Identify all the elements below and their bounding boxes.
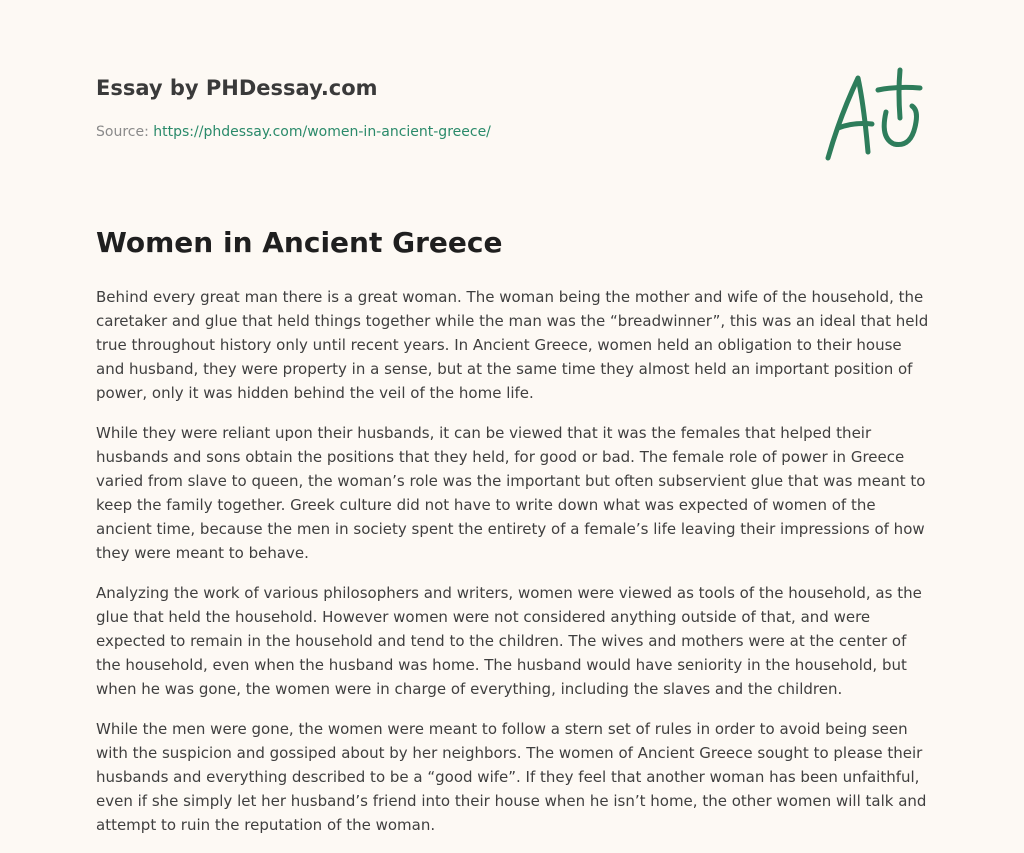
essay-paragraph-3: Analyzing the work of various philosophers and writers, women were viewed as tools of the household, as the glue that held the household. However women were not considered anything outside of that, and were expected to remain in the household and tend to the children. The wives and mothers were at the center of the household, even when the husband was home. The husband would have seniority in the household, but when he was gone, the women were in charge of everything, including the slaves and the children. xyxy=(96,584,922,698)
source-link[interactable]: https://phdessay.com/women-in-ancient-greece/ xyxy=(153,124,491,140)
a-plus-logo-icon xyxy=(820,66,930,166)
essay-paragraph-2: While they were reliant upon their husbands, it can be viewed that it was the females that helped their husbands and sons obtain the positions that they held, for good or bad. The female role of power in Greece varied from slave to queen, the woman’s role was the important but often subservient glue that was meant to keep the family together. Greek culture did not have to write down what was expected of women of the ancient time, because the men in society spent the entirety of a female’s life leaving their impressions of how they were meant to behave. xyxy=(96,424,926,562)
essay-title: Women in Ancient Greece xyxy=(96,226,503,259)
essay-paragraph-1: Behind every great man there is a great woman. The woman being the mother and wife of the household, the caretaker and glue that held things together while the man was the “breadwinner”, this was an ideal that held true throughout history only until recent years. In Ancient Greece, women held an obligation to their house and husband, they were property in a sense, but at the same time they almost held an important position of power, only it was hidden behind the veil of the home life. xyxy=(96,288,929,402)
source-label: Source: xyxy=(96,124,154,140)
source-line xyxy=(96,124,491,140)
essay-body xyxy=(96,285,932,853)
essay-paragraph-4: While the men were gone, the women were meant to follow a stern set of rules in order to avoid being seen with the suspicion and gossiped about by her neighbors. The women of Ancient Greece sought to please their husbands and everything described to be a “good wife”. If they feel that another woman has been unfaithful, even if she simply let her husband’s friend into their house when he isn’t home, the other women will talk and attempt to ruin the reputation of the woman. xyxy=(96,720,927,834)
site-title: Essay by PHDessay.com xyxy=(96,76,378,100)
